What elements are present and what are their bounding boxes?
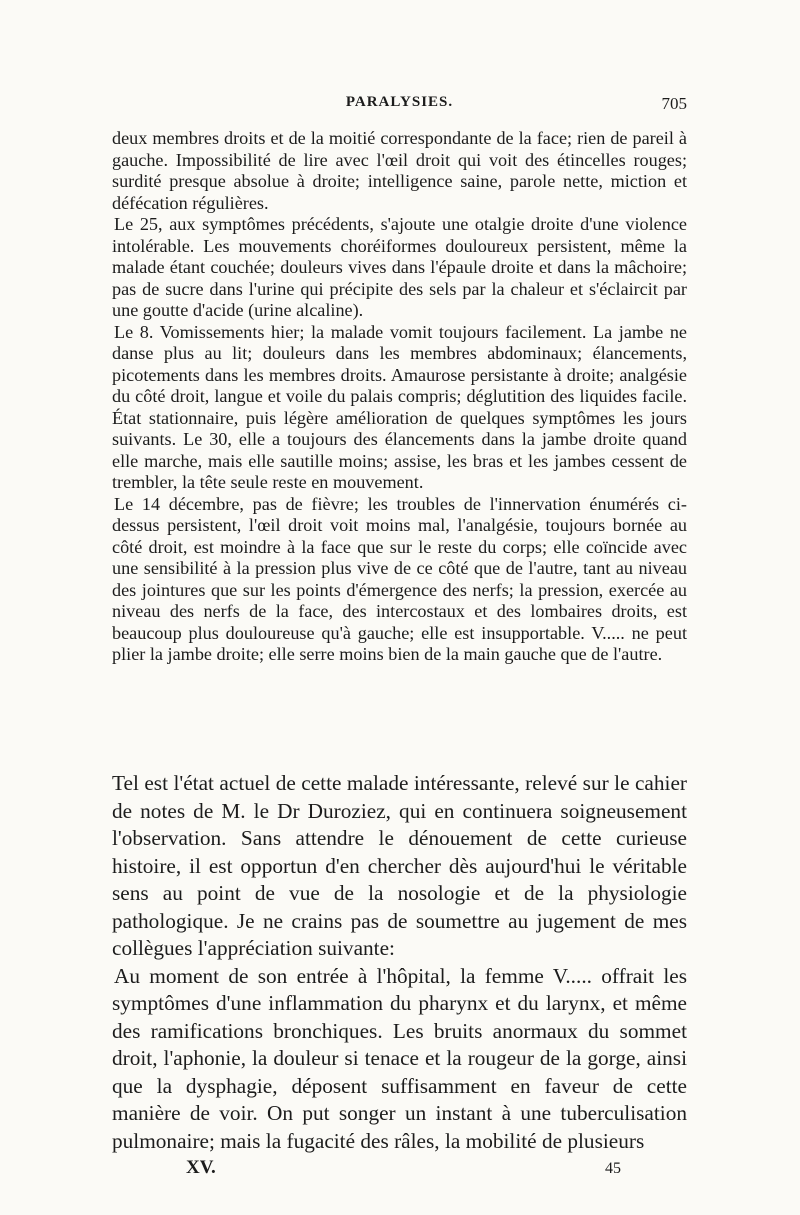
paragraph: Au moment de son entrée à l'hôpital, la femme V..... offrait les symptômes d'une inflammation du pharynx et du larynx, et même des ramifications bronchiques. Les bruits anormaux du sommet droit, l'aphonie, la douleur si tenace et la rougeur de la gorge, ainsi que la dysphagie, déposent suffisamment en faveur de cette manière de voir. On put songer un instant à une tuberculisation pulmonaire; mais la fugacité des râles, la mobilité de plusieurs: [112, 963, 687, 1153]
paragraph: Le 25, aux symptômes précédents, s'ajoute une otalgie droite d'une violence intolérable. Les mouvements choréiformes douloureux persistent, même la malade étant couchée; douleurs vives dans l'épaule droite et dans la mâchoire; pas de sucre dans l'urine qui précipite des sels par la chaleur et s'éclaircit par une goutte d'acide (urine alcaline).: [112, 214, 687, 320]
folio-number: 45: [605, 1160, 621, 1177]
paragraph: Tel est l'état actuel de cette malade intéressante, relevé sur le cahier de notes de M. le Dr Duroziez, qui en continuera soigneusement l'observation. Sans attendre le dénouement de cette curieuse histoire, il est opportun d'en chercher dès aujourd'hui le véritable sens au point de vue de la nosologie et de la physiologie pathologique. Je ne crains pas de soumettre au jugement de mes collègues l'appréciation suivante:: [112, 771, 687, 960]
signature-mark: XV.: [186, 1157, 216, 1178]
paragraph: Le 14 décembre, pas de fièvre; les troubles de l'innervation énumérés ci-dessus persistent, l'œil droit voit moins mal, l'analgésie, toujours bornée au côté droit, est moindre à la face que sur le reste du corps; elle coïncide avec une sensibilité à la pression plus vive de ce côté que de l'autre, tant au niveau des jointures que sur les points d'émergence des nerfs; la pression, exercée au niveau des nerfs de la face, des intercostaux et des lombaires droits, est beaucoup plus douloureuse qu'à gauche; elle est insupportable. V..... ne peut plier la jambe droite; elle serre moins bien de la main gauche que de l'autre.: [112, 493, 687, 664]
observation-text: [112, 128, 687, 666]
paragraph: Le 8. Vomissements hier; la malade vomit toujours facilement. La jambe ne danse plus au lit; douleurs dans les membres abdominaux; élancements, picotements dans les membres droits. Amaurose persistante à droite; analgésie du côté droit, langue et voile du palais compris; déglutition des liquides facile. État stationnaire, puis légère amélioration de quelques symptômes les jours suivants. Le 30, elle a toujours des élancements dans la jambe droite quand elle marche, mais elle sautille moins; assise, les bras et les jambes cessent de trembler, la tête seule reste en mouvement.: [112, 321, 687, 492]
running-header: [112, 94, 687, 118]
running-title: PARALYSIES.: [345, 94, 454, 110]
page-number: 705: [661, 94, 687, 113]
paragraph: deux membres droits et de la moitié correspondante de la face; rien de pareil à gauche. Impossibilité de lire avec l'œil droit qui voit des étincelles rouges; surdité presque absolue à droite; intelligence saine, parole nette, miction et défécation régulières.: [112, 128, 687, 213]
discussion-text: [112, 770, 687, 1155]
